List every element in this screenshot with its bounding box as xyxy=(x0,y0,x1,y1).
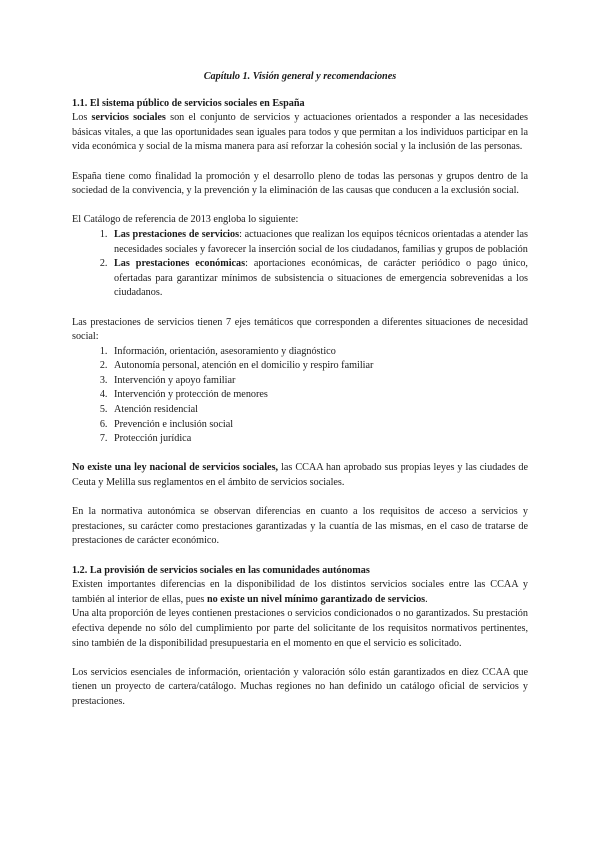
section-1-paragraph-4: Las prestaciones de servicios tienen 7 ejes temáticos que corresponden a diferentes situaciones de necesidad social: xyxy=(72,316,528,343)
section-2-paragraph-3: Los servicios esenciales de información, orientación y valoración sólo están garantizados en diez CCAA que tienen un proyecto de cartera/catálogo. Muchas regiones no han definido un catálogo oficial de servicios y prestaciones. xyxy=(72,666,528,707)
list-item: 7. Protección jurídica xyxy=(110,432,528,447)
section-2-paragraph-2: Una alta proporción de leyes contienen prestaciones o servicios condicionados o no garantizados. Su prestación efectiva depende no sólo del cumplimiento por parte del solicitante de los requisitos normativos pertinentes, sino también de la disponibilidad presupuestaria en el momento en que el servicio es solicitado. xyxy=(72,608,528,649)
section-1-paragraph-1: Los servicios sociales son el conjunto de servicios y actuaciones orientados a responder a las necesidades básicas vitales, a que las oportunidades sean iguales para todos y que permitan a los individuos participar en la vida económica y social de la misma manera para así reforzar la cohesión social y la inclusión de las personas. xyxy=(72,112,528,153)
section-1-paragraph-5: No existe una ley nacional de servicios sociales, las CCAA han aprobado sus propias leyes y las ciudades de Ceuta y Melilla sus reglamentos en el ámbito de servicios sociales. xyxy=(72,462,528,489)
catalog-list xyxy=(72,228,528,301)
axes-list xyxy=(72,345,528,447)
section-1-paragraph-3: El Catálogo de referencia de 2013 engloba lo siguiente: xyxy=(72,214,299,226)
section-2-title: 1.2. La provisión de servicios sociales en las comunidades autónomas xyxy=(72,564,370,576)
list-item: 6. Prevención e inclusión social xyxy=(110,418,528,433)
list-item: 5. Atención residencial xyxy=(110,403,528,418)
list-item: 2. Las prestaciones económicas: aportaciones económicas, de carácter periódico o pago único, ofertadas para garantizar mínimos de subsistencia o situaciones de emergencia sobrevenidas a los ciudadanos. xyxy=(110,257,528,301)
section-1-title: 1.1. El sistema público de servicios sociales en España xyxy=(72,97,305,109)
list-item: 1. Información, orientación, asesoramiento y diagnóstico xyxy=(110,345,528,360)
list-item: 1. Las prestaciones de servicios: actuaciones que realizan los equipos técnicos orientadas a atender las necesidades sociales y favorecer la inserción social de los ciudadanos, familias y grupos de población xyxy=(110,228,528,257)
section-1-paragraph-2: España tiene como finalidad la promoción y el desarrollo pleno de todas las personas y grupos dentro de la sociedad de la convivencia, y la prevención y la eliminación de las causas que conducen a la exclusión social. xyxy=(72,170,528,197)
section-2-paragraph-1: Existen importantes diferencias en la disponibilidad de los distintos servicios sociales entre las CCAA y también al interior de ellas, pues no existe un nivel mínimo garantizado de servicios. xyxy=(72,579,528,605)
list-item: 2. Autonomía personal, atención en el domicilio y respiro familiar xyxy=(110,359,528,374)
section-1-paragraph-6: En la normativa autonómica se observan diferencias en cuanto a los requisitos de acceso a servicios y prestaciones, su carácter como prestaciones garantizadas y la cuantía de las mismas, en el caso de tratarse de prestaciones de carácter económico. xyxy=(72,506,528,547)
list-item: 4. Intervención y protección de menores xyxy=(110,388,528,403)
chapter-title: Capítulo 1. Visión general y recomendaciones xyxy=(203,71,397,82)
list-item: 3. Intervención y apoyo familiar xyxy=(110,374,528,389)
bold-term: servicios sociales xyxy=(91,112,166,124)
